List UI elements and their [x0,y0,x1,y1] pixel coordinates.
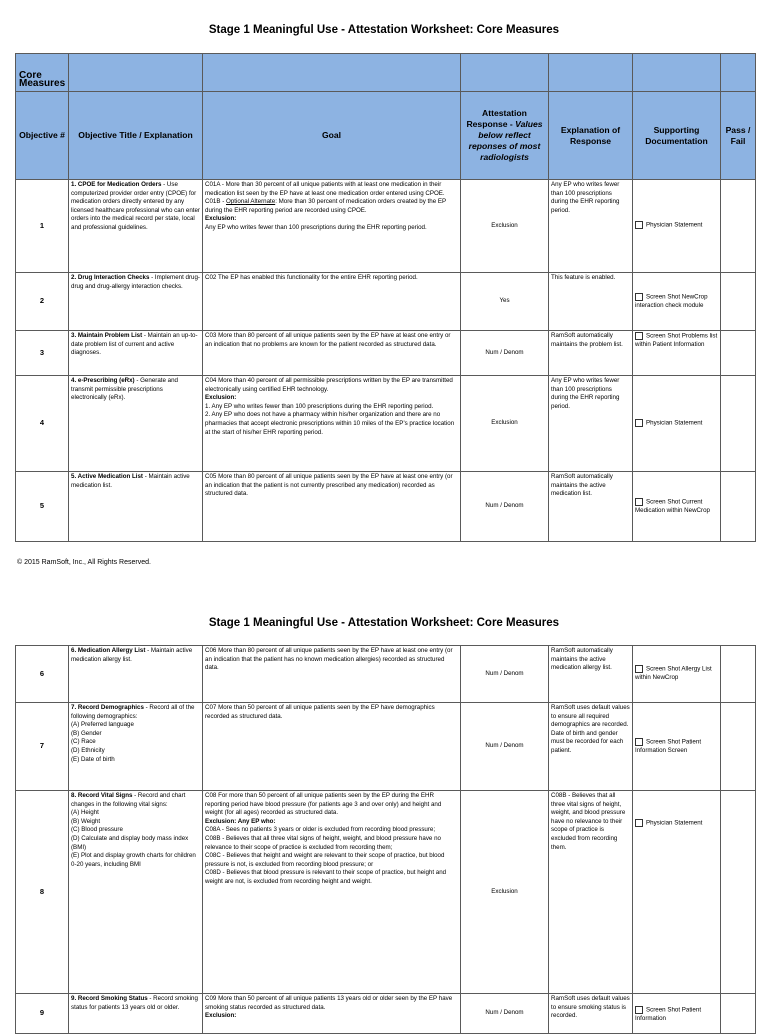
goal-cell: C04 More than 40 percent of all permissible prescriptions written by the EP are transmitted electronically using certified EHR technology. Exclusion: 1. Any EP who writes fewer than 100 prescriptions during the EHR reporting period. 2. Any EP who does not have a pharmacy within his/her organization and there are no pharmacies that accept electronic prescriptions within 10 miles of the EP's practice location at the start of his/her EHR reporting period. [203,376,461,472]
table-row [16,472,756,542]
objective-number: 1 [16,180,69,273]
header-pass-fail: Pass / Fail [721,92,756,180]
attestation-response: Num / Denom [461,994,549,1034]
pass-fail-cell[interactable] [721,703,756,791]
goal-exclusion-label: Exclusion: [205,215,237,223]
supporting-doc-label: Screen Shot Current Medication within NewCrop [635,498,710,514]
copyright-footer: © 2015 RamSoft, Inc., All Rights Reserved. [17,559,151,566]
objective-number: 3 [16,331,69,376]
objective-number: 9 [16,994,69,1034]
table-row [16,376,756,472]
objective-title-bold: 1. CPOE for Medication Orders [71,181,162,188]
supporting-doc[interactable] [633,994,721,1034]
supporting-doc-label: Screen Shot Patient Information [635,1006,702,1023]
explanation-cell: RamSoft uses default values to ensure all required demographics are recorded. Date of birth and gender must be recorded for each patient. [549,703,633,791]
objective-title: 5. Active Medication List - Maintain active medication list. [69,472,203,542]
objective-number: 2 [16,273,69,331]
objective-title-rest: - Use computerized provider order entry (CPOE) for medication orders directly entered by any licensed healthcare professional who can enter orders into the medical record per state, local and professional guidelines. [71,181,200,231]
goal-cell [203,180,461,273]
goal-text: C01B - Optional Alternate: More than 30 percent of medication orders created by the EP during the EHR reporting period are recorded using CPOE. [205,198,447,214]
table-row [16,331,756,376]
header-explanation: Explanation of Response [549,92,633,180]
goal-cell: C08 For more than 50 percent of all unique patients seen by the EP during the EHR reporting period have blood pressure (for patients age 3 and over only) and height and weight (for all ages) recorded as structured data. Exclusion: Any EP who: C08A - Sees no patients 3 years or older is excluded from recording blood pressure; C08B - Believes that all three vital signs of height, weight, and blood pressure have no relevance to their scope of practice is excluded from recording them; C08C - Believes that height and weight are relevant to their scope of practice, but blood pressure is not, is excluded from recording blood pressure; or C08D - Believes that blood pressure is relevant to their scope of practice, but height and weight are not, is excluded from recording height and weight. [203,791,461,994]
header-attestation-note: Values below reflect reponses of most radiologists [468,119,543,162]
objective-title: 6. Medication Allergy List - Maintain active medication allergy list. [69,646,203,703]
table-row [16,646,756,703]
goal-text: C01A - More than 30 percent of all unique patients with at least one medication in their medication list seen by the EP have at least one medication order entered using CPOE. [205,181,445,197]
objective-number: 8 [16,791,69,994]
pass-fail-cell[interactable] [721,273,756,331]
checkbox[interactable] [635,498,643,506]
objective-number: 6 [16,646,69,703]
objective-title: 3. Maintain Problem List - Maintain an up-to-date problem list of current and active diagnoses. [69,331,203,376]
goal-text: Any EP who writes fewer than 100 prescriptions during the EHR reporting period. [205,223,427,231]
explanation-cell: RamSoft uses default values to ensure smoking status is recorded. [549,994,633,1034]
explanation-cell: Any EP who writes fewer than 100 prescriptions during the EHR reporting period. [549,180,633,273]
supporting-doc-label: Screen Shot Problems list within Patient Information [635,332,718,349]
objective-number: 5 [16,472,69,542]
attestation-response: Num / Denom [461,331,549,376]
supporting-doc[interactable] [633,273,721,331]
attestation-response: Exclusion [461,180,549,273]
supporting-doc[interactable] [633,180,721,273]
goal-cell: C03 More than 80 percent of all unique patients seen by the EP have at least one entry or an indication that no problems are known for the patient recorded as structured data. [203,331,461,376]
table-row [16,703,756,791]
attestation-response: Yes [461,273,549,331]
checkbox[interactable] [635,665,643,673]
supporting-doc-label: Physician Statement [646,419,703,427]
explanation-cell: RamSoft automatically maintains the active medication list. [549,472,633,542]
checkbox[interactable] [635,1006,643,1014]
supporting-doc[interactable] [633,331,721,376]
checkbox[interactable] [635,738,643,746]
section-label: Core Measures [16,54,69,92]
page-title: Stage 1 Meaningful Use - Attestation Worksheet: Core Measures [208,24,560,36]
table-row [16,994,756,1034]
attestation-response: Exclusion [461,376,549,472]
goal-cell: C02 The EP has enabled this functionality for the entire EHR reporting period. [203,273,461,331]
header-attestation [461,92,549,180]
pass-fail-cell[interactable] [721,646,756,703]
explanation-cell: C08B - Believes that all three vital signs of height, weight, and blood pressure have no relevance to their scope of practice is excluded from recording them. [549,791,633,994]
header-attestation-label: Attestation Response - [466,108,527,129]
pass-fail-cell[interactable] [721,994,756,1034]
objective-title: 9. Record Smoking Status - Record smoking status for patients 13 years old or older. [69,994,203,1034]
page-title: Stage 1 Meaningful Use - Attestation Worksheet: Core Measures [208,617,560,629]
attestation-response: Num / Denom [461,472,549,542]
header-objective-num: Objective # [16,92,69,180]
objective-title: 7. Record Demographics - Record all of the following demographics: (A) Preferred language (B) Gender (C) Race (D) Ethnicity (E) Date of birth [69,703,203,791]
supporting-doc-label: Physician Statement [646,819,703,827]
pass-fail-cell[interactable] [721,376,756,472]
supporting-doc-label: Screen Shot Patient Information Screen [635,738,702,754]
checkbox[interactable] [635,221,643,229]
goal-cell: C05 More than 80 percent of all unique patients seen by the EP have at least one entry (or an indication that the patient is not currently prescribed any medication) recorded as structured data. [203,472,461,542]
objective-number: 4 [16,376,69,472]
checkbox[interactable] [635,293,643,301]
explanation-cell: Any EP who writes fewer than 100 prescriptions during the EHR reporting period. [549,376,633,472]
explanation-cell: RamSoft automatically maintains the problem list. [549,331,633,376]
pass-fail-cell[interactable] [721,331,756,376]
supporting-doc[interactable] [633,376,721,472]
table-row [16,180,756,273]
explanation-cell: This feature is enabled. [549,273,633,331]
header-goal: Goal [203,92,461,180]
pass-fail-cell[interactable] [721,791,756,994]
attestation-response: Num / Denom [461,703,549,791]
supporting-doc-label: Screen Shot Allergy List within NewCrop [635,665,712,682]
pass-fail-cell[interactable] [721,472,756,542]
goal-cell: C07 More than 50 percent of all unique patients seen by the EP have demographics recorded as structured data. [203,703,461,791]
checkbox[interactable] [635,819,643,827]
supporting-doc[interactable] [633,703,721,791]
header-supporting-doc: Supporting Documentation [633,92,721,180]
checkbox[interactable] [635,332,643,340]
objective-title: 2. Drug Interaction Checks - Implement drug-drug and drug-allergy interaction checks. [69,273,203,331]
pass-fail-cell[interactable] [721,180,756,273]
supporting-doc[interactable] [633,472,721,542]
checkbox[interactable] [635,419,643,427]
table-row [16,273,756,331]
objective-title [69,180,203,273]
attestation-response: Exclusion [461,791,549,994]
header-objective-title: Objective Title / Explanation [69,92,203,180]
supporting-doc[interactable] [633,791,721,994]
attestation-response: Num / Denom [461,646,549,703]
supporting-doc-label: Physician Statement [646,222,703,230]
objective-number: 7 [16,703,69,791]
objective-title: 8. Record Vital Signs - Record and chart changes in the following vital signs: (A) Height (B) Weight (C) Blood pressure (D) Calculate and display body mass index (BMI) (E) Plot and display growth charts for children 0-20 years, including BMI [69,791,203,994]
goal-cell: C09 More than 50 percent of all unique patients 13 years old or older seen by the EP have smoking status recorded as structured data. Exclusion: [203,994,461,1034]
supporting-doc-label: Screen Shot NewCrop interaction check module [635,293,708,309]
explanation-cell: RamSoft automatically maintains the active medication allergy list. [549,646,633,703]
goal-cell: C06 More than 80 percent of all unique patients seen by the EP have at least one entry (or an indication that the patient has no known medication allergies) recorded as structured data. [203,646,461,703]
table-row [16,791,756,994]
core-measures-table-continued [15,645,756,1034]
core-measures-table [15,53,756,542]
supporting-doc[interactable] [633,646,721,703]
objective-title: 4. e-Prescribing (eRx) - Generate and transmit permissible prescriptions electronically (eRx). [69,376,203,472]
